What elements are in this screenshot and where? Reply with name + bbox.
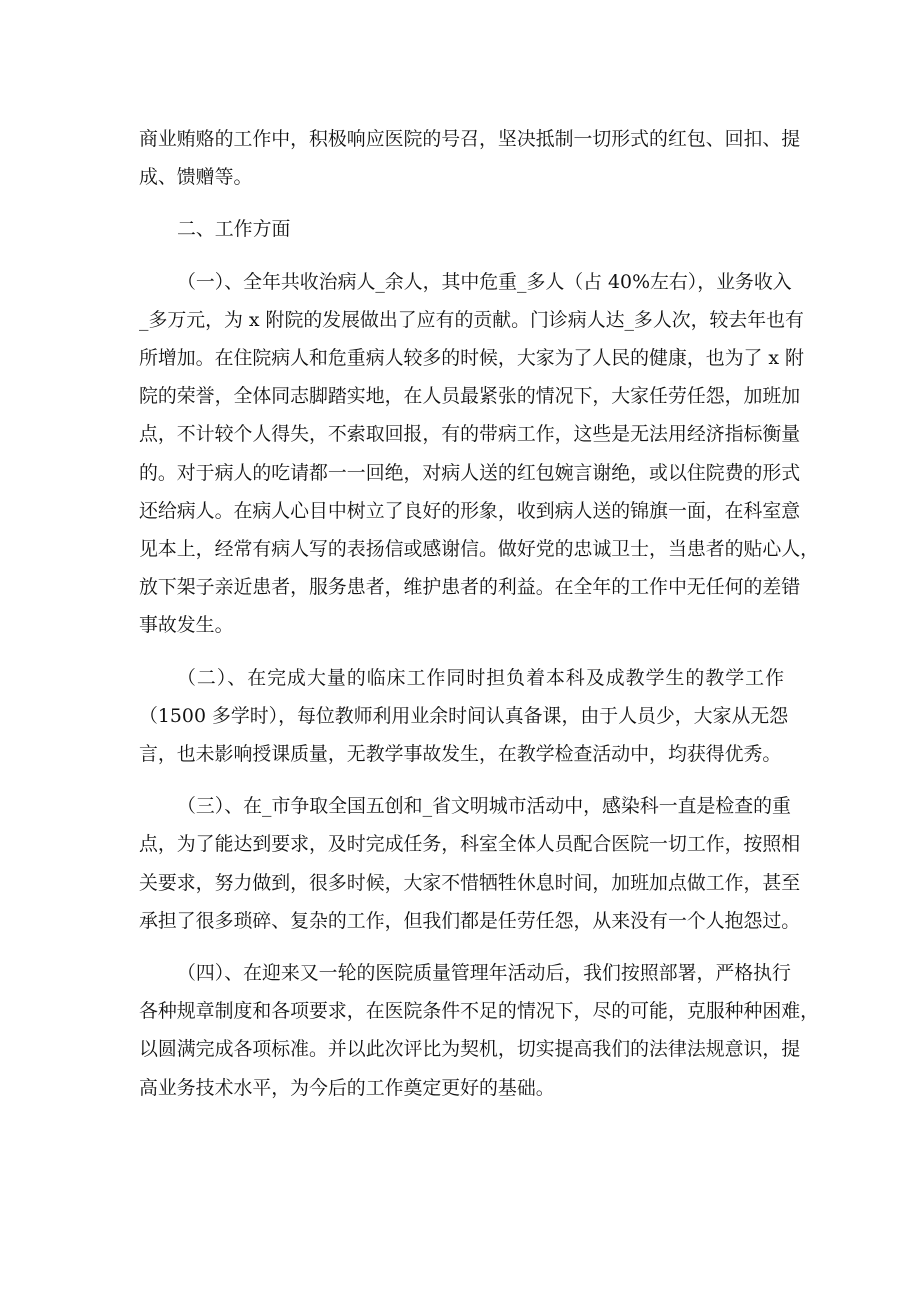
- paragraph-continuation: [139, 120, 801, 196]
- text-line: 的。对于病人的吃请都一一回绝，对病人送的红包婉言谢绝，或以住院费的形式: [139, 461, 801, 484]
- text-line: 见本上，经常有病人写的表扬信或感谢信。做好党的忠诚卫士，当患者的贴心人，: [139, 538, 820, 561]
- text-line: _多万元，为 x 附院的发展做出了应有的贡献。门诊病人达_多人次，较去年也有: [139, 308, 804, 331]
- text-line: 还给病人。在病人心目中树立了良好的形象，收到病人送的锦旗一面，在科室意: [139, 499, 801, 522]
- paragraph-item-4: [139, 954, 820, 1107]
- text-line: 放下架子亲近患者，服务患者，维护患者的利益。在全年的工作中无任何的差错: [139, 576, 801, 599]
- text-line: 所增加。在住院病人和危重病人较多的时候，大家为了人民的健康，也为了 x 附: [139, 347, 804, 370]
- text-line: （四）、在迎来又一轮的医院质量管理年活动后，我们按照部署，严格执行: [177, 962, 791, 985]
- text-line: 院的荣誉，全体同志脚踏实地，在人员最紧张的情况下，大家任劳任怨，加班加: [139, 385, 801, 408]
- text-line: 高业务技术水平，为今后的工作奠定更好的基础。: [139, 1076, 555, 1099]
- section-heading-work: [139, 210, 784, 248]
- text-line: 各种规章制度和各项要求，在医院条件不足的情况下，尽的可能，克服种种困难，: [139, 1000, 820, 1023]
- text-line: 商业贿赂的工作中，积极响应医院的号召，坚决抵制一切形式的红包、回扣、提: [139, 128, 801, 150]
- text-line: （1500 多学时），每位教师利用业余时间认真备课，由于人员少，大家从无怨: [139, 704, 789, 727]
- text-line: 承担了很多琐碎、复杂的工作，但我们都是任劳任怨，从来没有一个人抱怨过。: [139, 909, 801, 932]
- text-line: 以圆满完成各项标准。并以此次评比为契机，切实提高我们的法律法规意识，提: [139, 1038, 801, 1061]
- paragraph-item-2: [139, 659, 789, 774]
- text-line: （三）、在_市争取全国五创和_省文明城市活动中，感染科一直是检查的重: [177, 795, 791, 818]
- paragraph-item-3: [139, 787, 801, 940]
- text-line: 关要求，努力做到，很多时候，大家不惜牺牲休息时间，加班加点做工作，甚至: [139, 871, 801, 894]
- heading-text: 二、工作方面: [177, 218, 291, 241]
- text-line: 点，为了能达到要求，及时完成任务，科室全体人员配合医院一切工作，按照相: [139, 833, 801, 856]
- text-line: （一）、全年共收治病人_余人，其中危重_多人（占 40%左右），业务收入: [177, 270, 792, 293]
- text-line: 言，也未影响授课质量，无教学事故发生，在教学检查活动中，均获得优秀。: [139, 743, 782, 766]
- text-line: 事故发生。: [139, 614, 234, 637]
- document-page: [139, 120, 820, 1107]
- text-line: 成、馈赠等。: [139, 166, 253, 189]
- text-line: 点，不计较个人得失，不索取回报，有的带病工作，这些是无法用经济指标衡量: [139, 423, 801, 446]
- paragraph-item-1: [139, 263, 820, 645]
- text-line: （二）、在完成大量的临床工作同时担负着本科及成教学生的教学工作: [177, 666, 784, 689]
